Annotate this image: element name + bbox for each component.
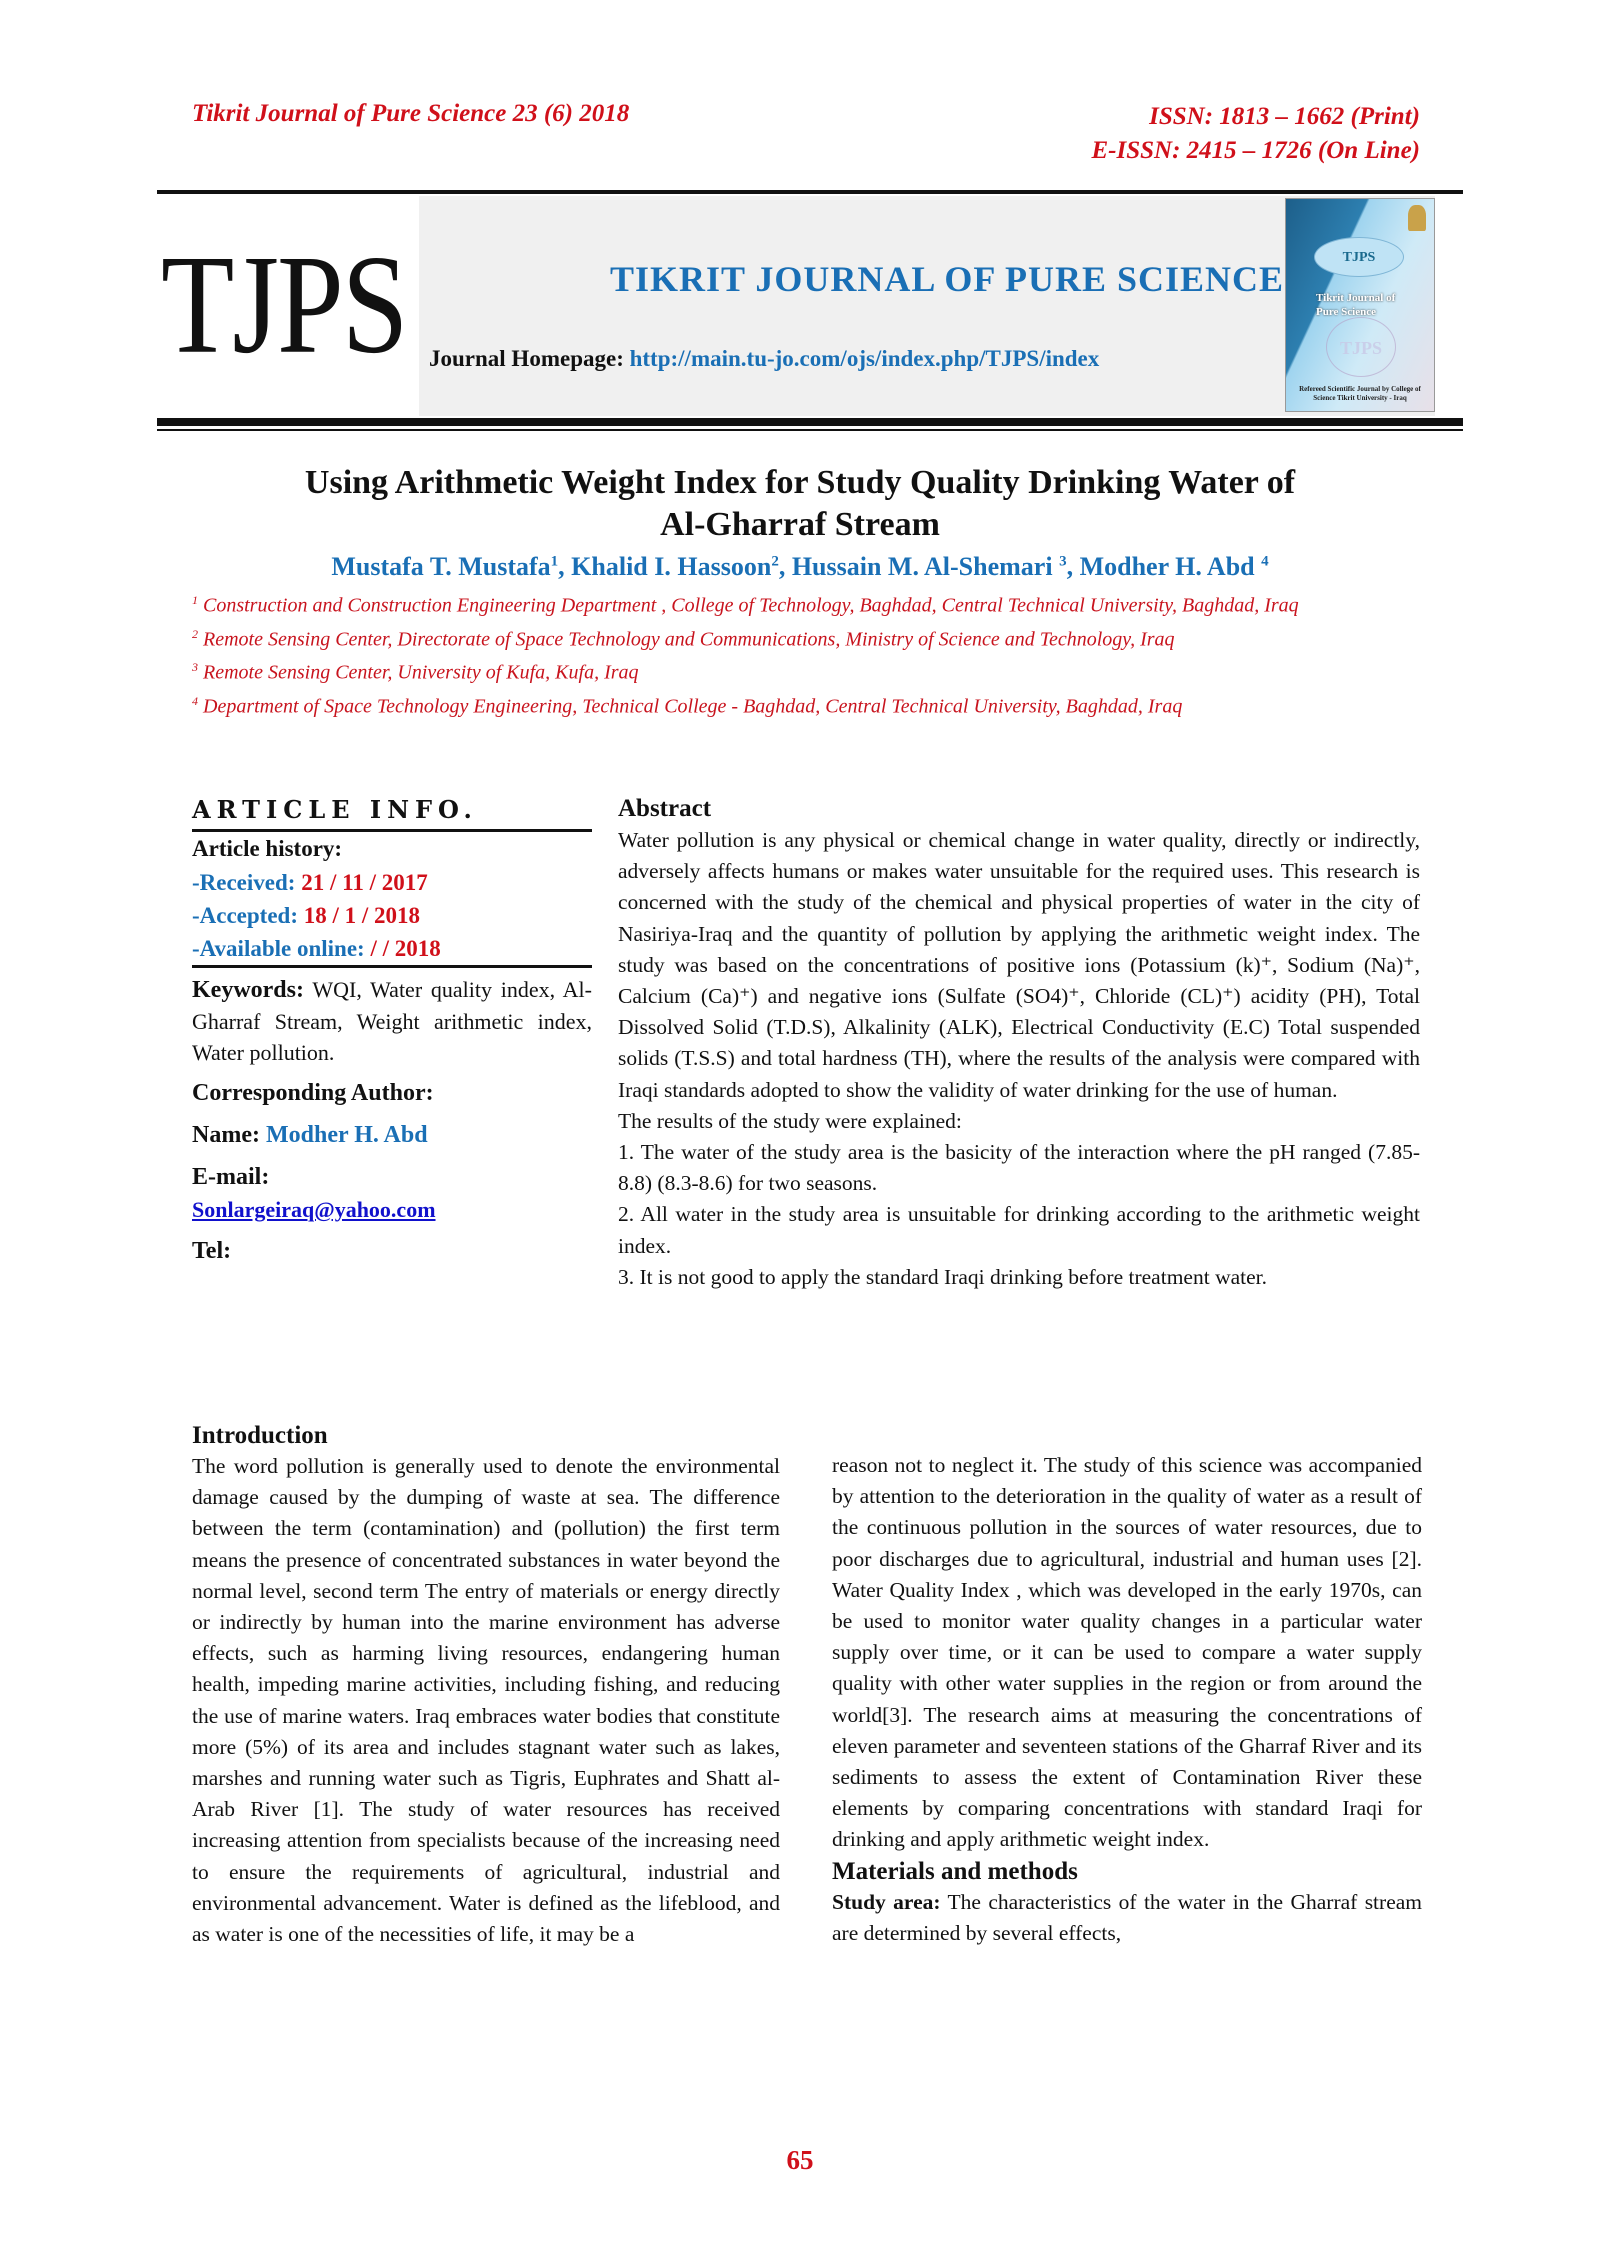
homepage-label: Journal Homepage: — [429, 346, 630, 371]
author-list: Mustafa T. Mustafa$^1$, Khalid I. Hassoon$^2$, Hussain M. Al-Shemari $^3$, Modher H. Abd $^4$ — [331, 552, 1269, 581]
abstract-paragraph: Water pollution is any physical or chemical change in water quality, directly or indirectly, adversely affects humans or makes water unsuitable for the required uses. This research is concerned with the study of the chemical and physical properties of water in the city of Nasiriya-Iraq and the quantity of pollution by applying the arithmetic weight index. The study was based on the concentrations of positive ions (Potassium (k)⁺, Sodium (Na)⁺, Calcium (Ca)⁺) and negative ions (Sulfate (SO4)⁺, Chloride (CL)⁺) acidity (PH), Total Dissolved Solid (T.D.S), Alkalinity (ALK), Electrical Conductivity (E.C) Total suspended solids (T.S.S) and total hardness (TH), where the results of the analysis were compared with Iraqi standards adopted to show the validity of water drinking for the use of human. — [618, 828, 1420, 1102]
introduction-paragraph: The word pollution is generally used to denote the environmental damage caused by the dumping of waste at sea. The difference between the term (contamination) and (pollution) the first term means the presence of concentrated substances in water beyond the normal level, second term The entry of materials or energy directly or indirectly by human into the marine environment has adverse effects, such as harming living resources, endangering human health, impeding marine activities, including fishing, and reducing the use of marine waters. Iraq embraces water bodies that constitute more (5%) of its area and includes stagnant water such as lakes, marshes and running water such as Tigris, Euphrates and Shatt al-Arab River [1]. The study of water resources has received increasing attention from specialists because of the increasing need to ensure the requirements of agricultural, industrial and environmental advancement. Water is defined as the lifeblood, and as water is one of the necessities of life, it may be a — [192, 1454, 780, 1947]
article-info-heading: ARTICLE INFO. — [192, 795, 478, 824]
result-item: 2. All water in the study area is unsuitable for drinking according to the arithmetic weight index. — [618, 1202, 1420, 1258]
received-date: -Received: 21 / 11 / 2017 — [192, 870, 428, 895]
running-head-issn — [1092, 100, 1421, 168]
journal-name: TIKRIT JOURNAL OF PURE SCIENCE — [609, 259, 1285, 299]
tjps-logo — [157, 196, 419, 416]
affiliation: $^2$ Remote Sensing Center, Directorate of Space Technology and Communications, Ministry of Science and Technology, Iraq — [192, 626, 1175, 651]
author: Mustafa T. Mustafa — [331, 552, 551, 581]
affiliation: $^4$ Department of Space Technology Engineering, Technical College - Baghdad, Central Technical University, Baghdad, Iraq — [192, 693, 1183, 718]
journal-homepage — [429, 346, 1099, 372]
introduction-continued: reason not to neglect it. The study of this science was accompanied by attention to the deterioration in the quality of water as a result of the continuous pollution in the sources of water resources, due to poor discharges due to agricultural, industrial and human uses [2]. Water Quality Index , which was developed in the early 1970s, can be used to monitor water quality changes in a particular water supply over time, or it can be used to compare a water supply quality with other water supplies in the region or from around the world[3]. The research aims at measuring the concentrations of eleven parameter and seventeen stations of the Gharraf River and its sediments to assess the extent of Contamination River these elements by comparing concentrations with standard Iraqi for drinking and apply arithmetic weight index. — [832, 1453, 1422, 1852]
keywords-label: Keywords: — [192, 977, 304, 1003]
results-intro: The results of the study were explained: — [618, 1108, 962, 1133]
study-area-label: Study area: — [832, 1889, 941, 1914]
email-link[interactable]: Sonlargeiraq@yahoo.com — [192, 1197, 436, 1222]
author: Hussain M. Al-Shemari — [791, 552, 1053, 581]
banner-bottom-rule — [157, 418, 1463, 426]
banner-bottom-rule-thin — [157, 429, 1463, 431]
banner-top-rule — [157, 190, 1463, 194]
banner-center — [419, 196, 1435, 416]
journal-banner — [157, 190, 1463, 430]
body-column-right — [832, 1450, 1422, 1949]
article-history-title: Article history: — [192, 836, 343, 861]
page-number: 65 — [786, 2145, 814, 2175]
study-area-paragraph: Study area: The characteristics of the water in the Gharraf stream are determined by several effects, — [832, 1889, 1422, 1945]
running-head-journal: Tikrit Journal of Pure Science 23 (6) 2018 — [192, 100, 630, 127]
cover-footer: Refereed Scientific Journal by College of Science Tikrit University - Iraq — [1299, 385, 1421, 402]
author: Khalid I. Hassoon — [571, 552, 772, 581]
introduction-heading: Introduction — [192, 1422, 328, 1449]
affiliations — [192, 586, 1432, 721]
methods-heading: Materials and methods — [832, 1857, 1078, 1885]
issn-online: E-ISSN: 2415 – 1726 (On Line) — [1091, 137, 1420, 164]
affiliation: $^3$ Remote Sensing Center, University of Kufa, Kufa, Iraq — [192, 660, 639, 684]
result-item: 1. The water of the study area is the basicity of the interaction where the pH ranged (7.85-8.8) (8.3-8.6) for two seasons. — [618, 1140, 1420, 1196]
divider — [192, 965, 592, 968]
tjps-logo-text: TJPS — [161, 225, 407, 383]
issn-print: ISSN: 1813 – 1662 (Print) — [1149, 103, 1420, 130]
cover-title: Tikrit Journal of Pure Science — [1316, 292, 1396, 318]
journal-cover-image — [1285, 198, 1435, 412]
abstract — [618, 793, 1420, 1293]
corresponding-author-label: Corresponding Author: — [192, 1080, 434, 1106]
accepted-date: -Accepted: 18 / 1 / 2018 — [192, 903, 421, 928]
keywords-text: WQI, Water quality index, Al-Gharraf Stream, Weight arithmetic index, Water pollution. — [192, 977, 592, 1065]
cover-oval: TJPS — [1314, 237, 1404, 277]
email-label: E-mail: — [192, 1164, 270, 1190]
article-info — [192, 795, 592, 1268]
article-title: Using Arithmetic Weight Index for Study Quality Drinking Water of Al-Gharraf Stream — [304, 464, 1296, 543]
result-item: 3. It is not good to apply the standard Iraqi drinking before treatment water. — [618, 1264, 1267, 1289]
abstract-heading: Abstract — [618, 795, 712, 822]
author: Modher H. Abd — [1079, 552, 1255, 581]
cover-emblem-icon: TJPS — [1326, 317, 1396, 377]
available-online-date: -Available online: / / 2018 — [192, 936, 441, 961]
keywords — [192, 974, 592, 1068]
tel-label: Tel: — [192, 1238, 232, 1264]
corresponding-author-name: Name: Modher H. Abd — [192, 1122, 428, 1148]
homepage-link[interactable]: http://main.tu-jo.com/ojs/index.php/TJPS/index — [629, 346, 1100, 371]
affiliation: $^1$ Construction and Construction Engineering Department , College of Technology, Baghdad, Central Technical University, Baghdad, Iraq — [192, 593, 1299, 617]
body-column-left — [192, 1420, 780, 1950]
university-crest-icon — [1408, 205, 1426, 231]
